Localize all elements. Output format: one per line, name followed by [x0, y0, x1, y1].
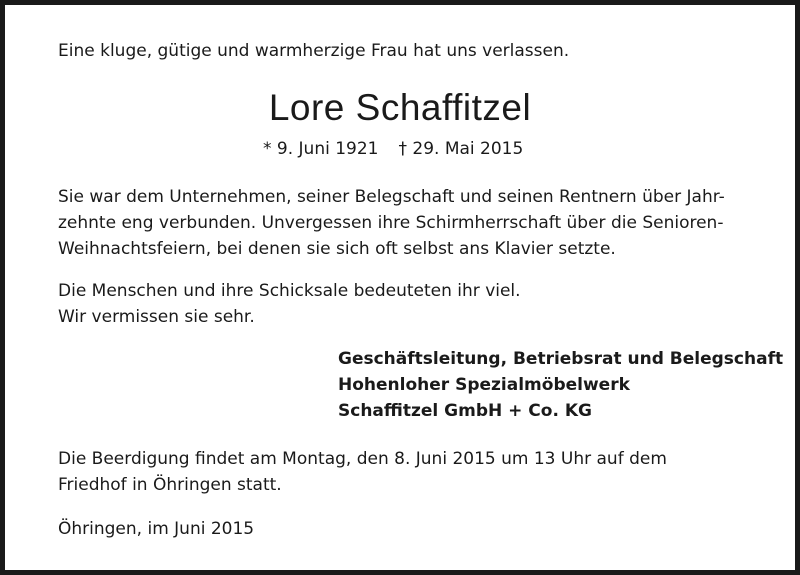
- tribute-line: Sie war dem Unternehmen, seiner Belegschaft und seinen Rentnern über Jahr-: [58, 187, 725, 207]
- tribute-line: zehnte eng verbunden. Unvergessen ihre Schirmherrschaft über die Senioren-: [58, 213, 724, 233]
- signature-line: Schaffitzel GmbH + Co. KG: [338, 401, 592, 421]
- tribute-line: Weihnachtsfeiern, bei denen sie sich oft selbst ans Klavier setzte.: [58, 239, 616, 259]
- signature-line: Hohenloher Spezialmöbelwerk: [338, 375, 630, 395]
- death-date: † 29. Mai 2015: [398, 139, 524, 159]
- intro-text: Eine kluge, gütige und warmherzige Frau hat uns verlassen.: [58, 41, 570, 61]
- signature-line: Geschäftsleitung, Betriebsrat und Belegschaft: [338, 349, 784, 369]
- birth-date: * 9. Juni 1921: [263, 139, 379, 159]
- remembrance-line: Die Menschen und ihre Schicksale bedeuteten ihr viel.: [58, 281, 521, 301]
- deceased-name: Lore Schaffitzel: [268, 87, 532, 128]
- remembrance-line: Wir vermissen sie sehr.: [58, 307, 255, 327]
- funeral-info-line: Friedhof in Öhringen statt.: [58, 475, 282, 495]
- funeral-info-line: Die Beerdigung findet am Montag, den 8. Juni 2015 um 13 Uhr auf dem: [58, 449, 667, 469]
- life-dates: [263, 136, 523, 162]
- place-and-date: Öhringen, im Juni 2015: [58, 519, 255, 539]
